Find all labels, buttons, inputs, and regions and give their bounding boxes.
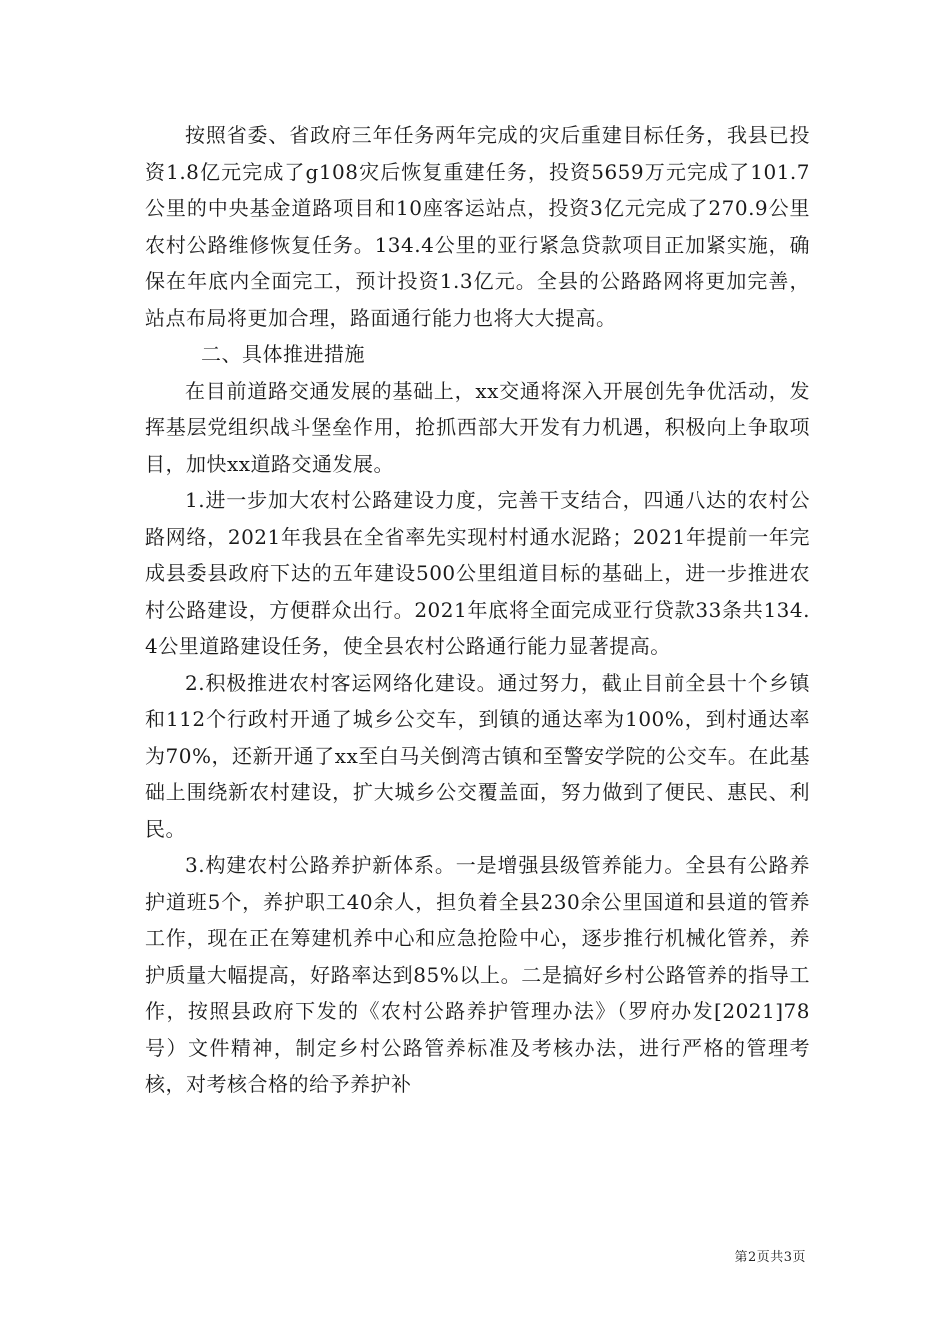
document-body xyxy=(145,117,810,1103)
page-number-footer: 第2页共3页 xyxy=(734,1250,806,1265)
paragraph-measure-1: 1.进一步加大农村公路建设力度，完善干支结合，四通八达的农村公路网络，2021年我县在全省率先实现村村通水泥路；2021年提前一年完成县委县政府下达的五年建设500公里组道目标的基础上，进一步推进农村公路建设，方便群众出行。2021年底将全面完成亚行贷款33条共134.4公里道路建设任务，使全县农村公路通行能力显著提高。 xyxy=(145,488,810,658)
paragraph-reconstruction-progress: 按照省委、省政府三年任务两年完成的灾后重建目标任务，我县已投资1.8亿元完成了g108灾后恢复重建任务，投资5659万元完成了101.7公里的中央基金道路项目和10座客运站点，投资3亿元完成了270.9公里农村公路维修恢复任务。134.4公里的亚行紧急贷款项目正加紧实施，确保在年底内全面完工，预计投资1.3亿元。全县的公路路网将更加完善，站点布局将更加合理，路面通行能力也将大大提高。 xyxy=(145,123,810,330)
paragraph-measure-2: 2.积极推进农村客运网络化建设。通过努力，截止目前全县十个乡镇和112个行政村开通了城乡公交车，到镇的通达率为100%，到村通达率为70%，还新开通了xx至白马关倒湾古镇和至警安学院的公交车。在此基础上围绕新农村建设，扩大城乡公交覆盖面，努力做到了便民、惠民、利民。 xyxy=(145,670,810,841)
paragraph-measure-3: 3.构建农村公路养护新体系。一是增强县级管养能力。全县有公路养护道班5个，养护职工40余人，担负着全县230余公里国道和县道的管养工作，现在正在筹建机养中心和应急抢险中心，逐步推行机械化管养，养护质量大幅提高，好路率达到85%以上。二是搞好乡村公路管养的指导工作，按照县政府下发的《农村公路养护管理办法》（罗府办发[2021]78号）文件精神，制定乡村公路管养标准及考核办法，进行严格的管理考核，对考核合格的给予养护补 xyxy=(145,853,810,1096)
paragraph-intro-measures: 在目前道路交通发展的基础上，xx交通将深入开展创先争优活动，发挥基层党组织战斗堡垒作用，抢抓西部大开发有力机遇，积极向上争取项目，加快xx道路交通发展。 xyxy=(145,378,810,476)
section-heading-measures: 二、具体推进措施 xyxy=(201,342,365,366)
